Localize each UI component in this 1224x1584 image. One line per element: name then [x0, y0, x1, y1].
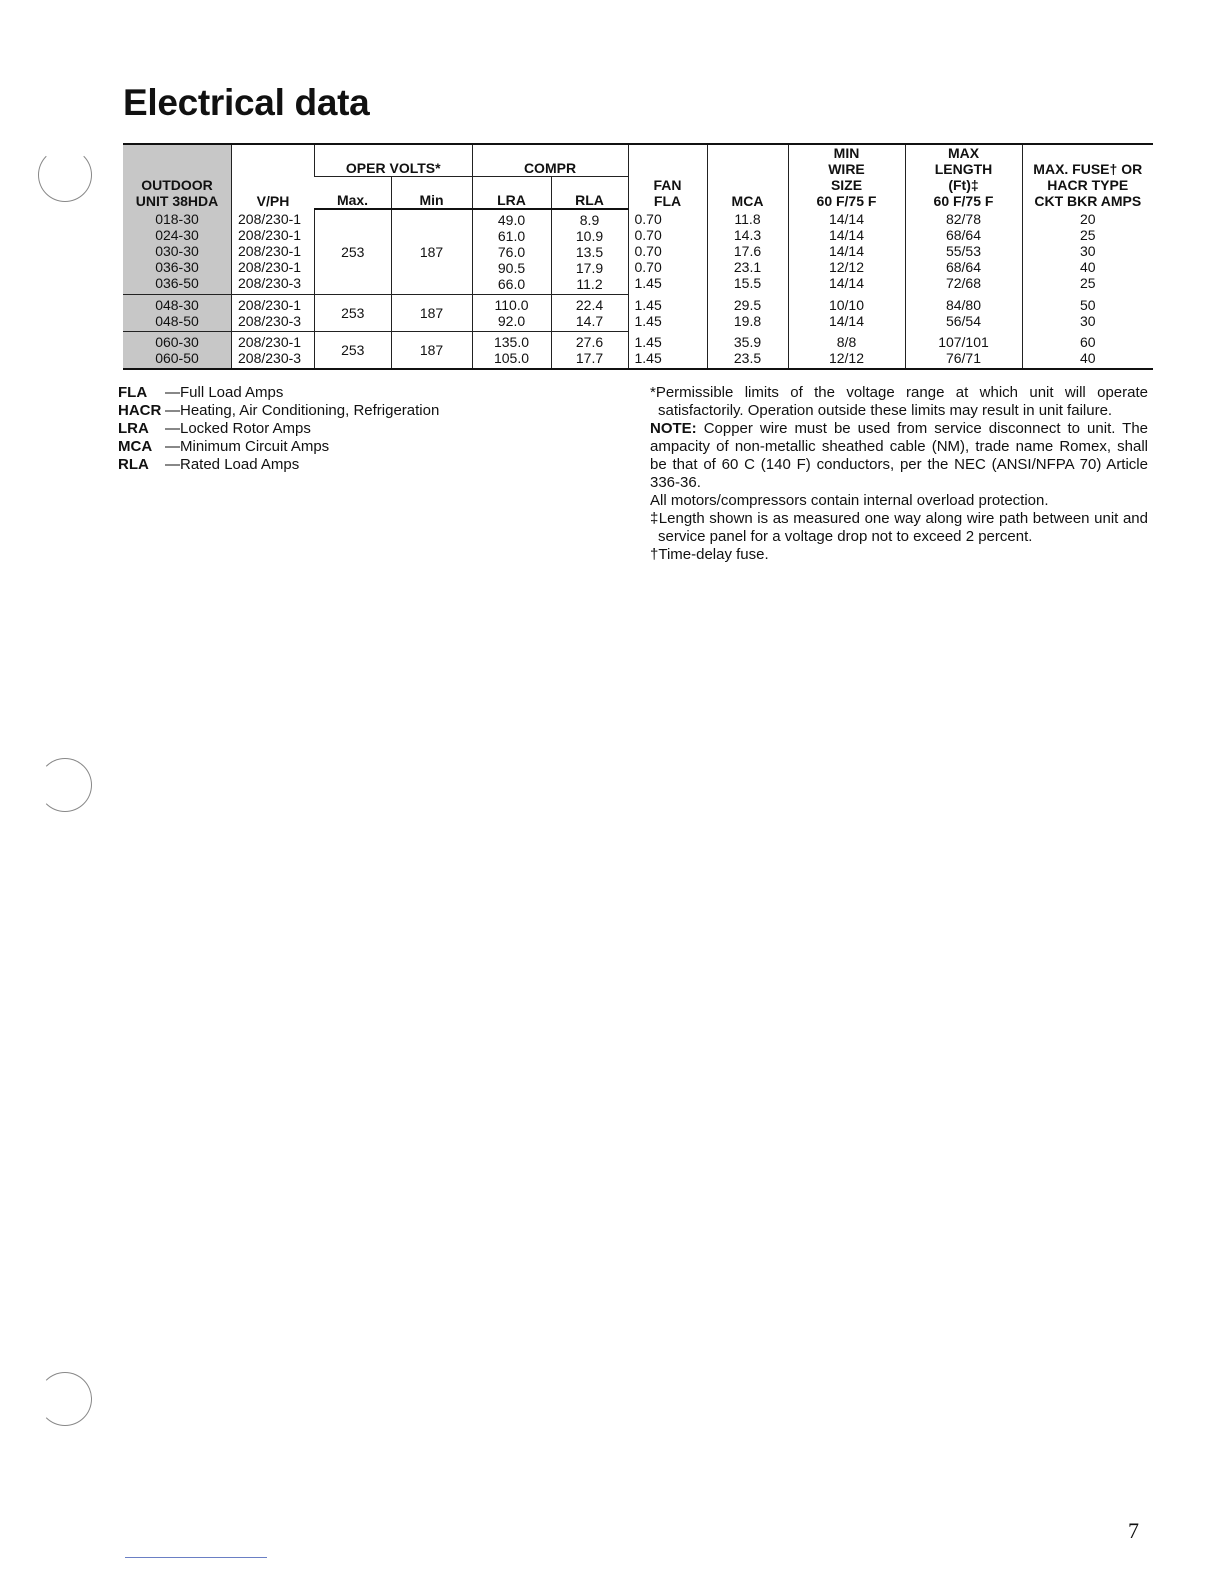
header-fan-line2: FLA [653, 193, 682, 209]
mca-value: 29.5 [733, 296, 762, 313]
lra-cell [472, 209, 551, 295]
header-lra: LRA [472, 177, 551, 210]
unit-model: 048-50 [155, 313, 199, 329]
mca-cell [707, 209, 788, 295]
voltage-note: *Permissible limits of the voltage range at which unit will operate satisfactorily. Operation outside these limits may result in unit failure. [650, 384, 1148, 419]
copper-wire-note [650, 420, 1148, 492]
legend-abbr: RLA [118, 456, 149, 473]
rla-value: 10.9 [575, 228, 604, 244]
header-oper-volts: OPER VOLTS* [315, 144, 473, 177]
fan-fla-cell [628, 332, 707, 370]
max-fuse-value: 30 [1079, 243, 1096, 259]
header-length-line3: (Ft)‡ [948, 177, 979, 193]
max-length-value: 56/54 [945, 312, 982, 329]
lra-value: 61.0 [497, 228, 526, 244]
mca-value: 19.8 [733, 312, 762, 329]
lra-value: 76.0 [497, 244, 526, 260]
max-length-value: 55/53 [945, 243, 982, 259]
max-fuse-value: 25 [1079, 227, 1096, 243]
header-max-fuse [1022, 144, 1153, 209]
rla-cell [551, 295, 628, 332]
wire-size-value: 14/14 [828, 275, 865, 291]
legend-desc: —Rated Load Amps [165, 456, 300, 473]
legend-desc: —Full Load Amps [165, 384, 284, 401]
max-length-cell [905, 332, 1022, 370]
fuse-note: †Time-delay fuse. [650, 546, 769, 563]
vph-cell [232, 332, 315, 370]
oper-volts-min: 187 [391, 209, 472, 295]
header-mca: MCA [707, 144, 788, 209]
page-title: Electrical data [123, 82, 370, 123]
oper-volts-max: 253 [315, 295, 392, 332]
unit-cell [123, 332, 232, 370]
max-fuse-cell [1022, 332, 1153, 370]
legend-item [118, 456, 439, 474]
header-length-line4: 60 F/75 F [933, 193, 994, 209]
wire-size-value: 10/10 [828, 296, 865, 313]
header-compr: COMPR [472, 144, 628, 177]
lra-value: 105.0 [493, 350, 530, 366]
note-text: Copper wire must be used from service disconnect to unit. The ampacity of non-metallic sheathed cable (NM), trade name Romex, shall be that of 60 C (140 F) conductors, per the NEC (ANSI/NFPA 70) Article 336-36. [650, 420, 1148, 491]
mca-cell [707, 295, 788, 332]
header-outdoor-unit [123, 144, 232, 209]
max-fuse-value: 20 [1079, 211, 1096, 227]
unit-model: 018-30 [155, 211, 199, 227]
rla-value: 17.7 [575, 350, 604, 366]
oper-volts-max: 253 [315, 332, 392, 370]
vph-cell [232, 295, 315, 332]
unit-model: 048-30 [155, 297, 199, 313]
page-number: 7 [1128, 1518, 1139, 1543]
max-fuse-value: 40 [1079, 349, 1096, 366]
lra-cell [472, 295, 551, 332]
legend-desc: —Locked Rotor Amps [165, 420, 311, 437]
fan-fla-cell [628, 295, 707, 332]
rla-value: 17.9 [575, 260, 604, 276]
max-length-value: 76/71 [945, 349, 982, 366]
wire-size-cell [788, 332, 905, 370]
fan-fla-value: 1.45 [634, 312, 662, 329]
max-length-cell [905, 295, 1022, 332]
fan-fla-value: 0.70 [634, 259, 662, 275]
unit-model: 036-50 [155, 275, 199, 291]
rla-cell [551, 332, 628, 370]
mca-value: 35.9 [733, 333, 762, 350]
max-length-value: 68/64 [945, 259, 982, 275]
fan-fla-value: 0.70 [634, 243, 662, 259]
legend-item [118, 438, 439, 456]
footer-rule [125, 1557, 267, 1558]
wire-size-value: 14/14 [828, 227, 865, 243]
binder-hole-top [38, 148, 92, 202]
header-wire-line1: MIN [833, 145, 860, 161]
mca-value: 14.3 [733, 227, 762, 243]
fan-fla-value: 1.45 [634, 349, 662, 366]
legend-item [118, 402, 439, 420]
header-fuse-line2: HACR TYPE [1047, 177, 1129, 193]
header-rla: RLA [551, 177, 628, 210]
vph-value: 208/230-3 [238, 350, 302, 366]
legend-abbr: LRA [118, 420, 149, 437]
legend-abbr: HACR [118, 402, 162, 419]
vph-value: 208/230-1 [238, 334, 302, 350]
header-fuse-line3: CKT BKR AMPS [1034, 193, 1142, 209]
header-min: Min [391, 177, 472, 210]
rla-cell [551, 209, 628, 295]
lra-value: 66.0 [497, 276, 526, 292]
fan-fla-cell [628, 209, 707, 295]
max-fuse-value: 50 [1079, 296, 1096, 313]
vph-value: 208/230-1 [238, 227, 302, 243]
fan-fla-value: 1.45 [634, 333, 662, 350]
header-wire-line2: WIRE [828, 161, 865, 177]
abbreviation-legend [118, 384, 439, 474]
max-fuse-value: 40 [1079, 259, 1096, 275]
max-length-value: 72/68 [945, 275, 982, 291]
unit-model: 060-50 [155, 350, 199, 366]
fan-fla-value: 1.45 [634, 275, 662, 291]
mca-value: 17.6 [733, 243, 762, 259]
max-length-value: 107/101 [938, 333, 989, 350]
lra-value: 135.0 [493, 334, 530, 350]
header-wire-line4: 60 F/75 F [816, 193, 877, 209]
table-header-row-1 [123, 144, 1153, 177]
mca-cell [707, 332, 788, 370]
wire-size-value: 12/12 [828, 259, 865, 275]
max-length-value: 68/64 [945, 227, 982, 243]
vph-value: 208/230-3 [238, 313, 302, 329]
legend-abbr: FLA [118, 384, 148, 401]
wire-size-value: 14/14 [828, 312, 865, 329]
vph-cell [232, 209, 315, 295]
unit-model: 030-30 [155, 243, 199, 259]
wire-size-cell [788, 209, 905, 295]
unit-model: 060-30 [155, 334, 199, 350]
legend-item [118, 420, 439, 438]
table-row-group-1 [123, 209, 1153, 295]
mca-value: 15.5 [733, 275, 762, 291]
unit-model: 024-30 [155, 227, 199, 243]
mca-value: 23.1 [733, 259, 762, 275]
lra-value: 49.0 [497, 212, 526, 228]
rla-value: 11.2 [576, 276, 603, 292]
lra-value: 92.0 [497, 313, 526, 329]
wire-size-cell [788, 295, 905, 332]
wire-size-value: 12/12 [828, 349, 865, 366]
rla-value: 22.4 [575, 297, 604, 313]
header-fan-fla [628, 144, 707, 209]
max-fuse-value: 60 [1079, 333, 1096, 350]
vph-value: 208/230-3 [238, 275, 302, 291]
rla-value: 27.6 [575, 334, 604, 350]
legend-abbr: MCA [118, 438, 153, 455]
header-length-line1: MAX [947, 145, 980, 161]
legend-desc: —Heating, Air Conditioning, Refrigeration [165, 402, 440, 419]
max-fuse-cell [1022, 295, 1153, 332]
unit-cell [123, 209, 232, 295]
max-length-value: 84/80 [945, 296, 982, 313]
mca-value: 23.5 [733, 349, 762, 366]
vph-value: 208/230-1 [238, 211, 302, 227]
oper-volts-max: 253 [315, 209, 392, 295]
max-length-cell [905, 209, 1022, 295]
fan-fla-value: 0.70 [634, 227, 662, 243]
header-vph: V/PH [232, 144, 315, 209]
lra-value: 90.5 [497, 260, 526, 276]
vph-value: 208/230-1 [238, 297, 302, 313]
unit-model: 036-30 [155, 259, 199, 275]
header-min-wire-size [788, 144, 905, 209]
header-fuse-line1: MAX. FUSE† OR [1033, 161, 1143, 177]
header-unit-line2: UNIT 38HDA [135, 193, 219, 209]
fan-fla-value: 0.70 [634, 211, 662, 227]
fan-fla-value: 1.45 [634, 296, 662, 313]
unit-cell [123, 295, 232, 332]
wire-size-value: 8/8 [836, 333, 857, 350]
oper-volts-min: 187 [391, 332, 472, 370]
rla-value: 8.9 [579, 212, 600, 228]
max-fuse-cell [1022, 209, 1153, 295]
wire-size-value: 14/14 [828, 243, 865, 259]
legend-desc: —Minimum Circuit Amps [165, 438, 330, 455]
header-wire-line3: SIZE [830, 177, 863, 193]
header-fan-line1: FAN [653, 177, 682, 193]
binder-hole-bottom [38, 1372, 92, 1426]
oper-volts-min: 187 [391, 295, 472, 332]
max-fuse-value: 30 [1079, 312, 1096, 329]
overload-note: All motors/compressors contain internal overload protection. [650, 492, 1049, 509]
binder-hole-middle [38, 758, 92, 812]
vph-value: 208/230-1 [238, 259, 302, 275]
note-label: NOTE: [650, 420, 697, 437]
rla-value: 14.7 [575, 313, 604, 329]
header-length-line2: LENGTH [934, 161, 993, 177]
rla-value: 13.5 [575, 244, 604, 260]
max-length-value: 82/78 [945, 211, 982, 227]
table-row-group-3 [123, 332, 1153, 370]
mca-value: 11.8 [734, 211, 761, 227]
electrical-data-table [123, 143, 1153, 370]
wire-size-value: 14/14 [828, 211, 865, 227]
vph-value: 208/230-1 [238, 243, 302, 259]
header-unit-line1: OUTDOOR [141, 177, 213, 193]
length-note: ‡Length shown is as measured one way along wire path between unit and service panel for a voltage drop not to exceed 2 percent. [650, 510, 1148, 545]
header-max-length [905, 144, 1022, 209]
lra-value: 110.0 [494, 297, 529, 313]
lra-cell [472, 332, 551, 370]
max-fuse-value: 25 [1079, 275, 1096, 291]
footnotes [650, 384, 1148, 564]
legend-item [118, 384, 439, 402]
header-max: Max. [315, 177, 392, 210]
table-row-group-2 [123, 295, 1153, 332]
